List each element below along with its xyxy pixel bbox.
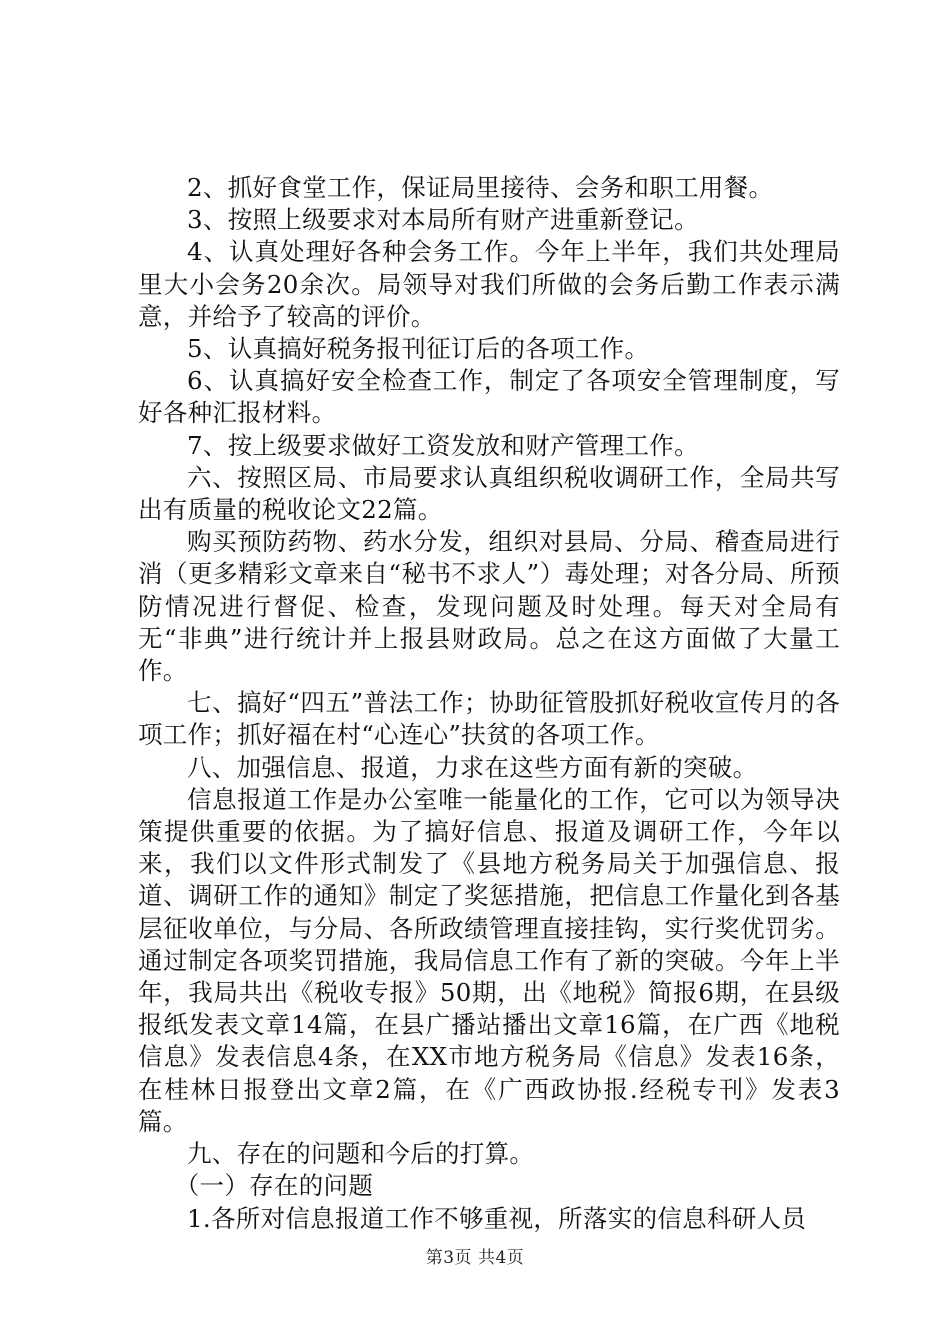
page-number-footer: 第3页 共4页: [425, 1248, 525, 1268]
paragraph: 购买预防药物、药水分发，组织对县局、分局、稽查局进行消（更多精彩文章来自“秘书不求人”）毒处理；对各分局、所预防情况进行督促、检查，发现问题及时处理。每天对全局有无“非典”进行统计并上报县财政局。总之在这方面做了大量工作。: [138, 527, 840, 686]
paragraph: 信息报道工作是办公室唯一能量化的工作，它可以为领导决策提供重要的依据。为了搞好信息、报道及调研工作，今年以来，我们以文件形式制发了《县地方税务局关于加强信息、报道、调研工作的通知》制定了奖惩措施，把信息工作量化到各基层征收单位，与分局、各所政绩管理直接挂钩，实行奖优罚劣。通过制定各项奖罚措施，我局信息工作有了新的突破。今年上半年，我局共出《税收专报》50期，出《地税》简报6期，在县级报纸发表文章14篇，在县广播站播出文章16篇，在广西《地税信息》发表信息4条，在XX市地方税务局《信息》发表16条，在桂林日报登出文章2篇，在《广西政协报.经税专刊》发表3篇。: [138, 784, 840, 1136]
paragraph: 1.各所对信息报道工作不够重视，所落实的信息科研人员: [187, 1203, 807, 1233]
paragraph: 6、认真搞好安全检查工作，制定了各项安全管理制度，写好各种汇报材料。: [138, 366, 840, 428]
paragraph: 7、按上级要求做好工资发放和财产管理工作。: [187, 430, 699, 460]
section-heading: 八、加强信息、报道，力求在这些方面有新的突破。: [187, 752, 758, 782]
document-body: [138, 172, 840, 1235]
paragraph: 3、按照上级要求对本局所有财产进重新登记。: [187, 205, 699, 235]
section-heading: 六、按照区局、市局要求认真组织税收调研工作，全局共写出有质量的税收论文22篇。: [138, 462, 840, 525]
subsection-heading: （一）存在的问题: [174, 1171, 374, 1201]
paragraph: 2、抓好食堂工作，保证局里接待、会务和职工用餐。: [187, 173, 774, 202]
paragraph: 5、认真搞好税务报刊征订后的各项工作。: [187, 334, 650, 364]
paragraph: 4、认真处理好各种会务工作。今年上半年，我们共处理局里大小会务20余次。局领导对我们所做的会务后勤工作表示满意，并给予了较高的评价。: [138, 237, 840, 331]
section-heading: 七、搞好“四五”普法工作；协助征管股抓好税收宣传月的各项工作；抓好福在村“心连心”扶贫的各项工作。: [138, 688, 840, 750]
section-heading: 九、存在的问题和今后的打算。: [187, 1139, 535, 1169]
